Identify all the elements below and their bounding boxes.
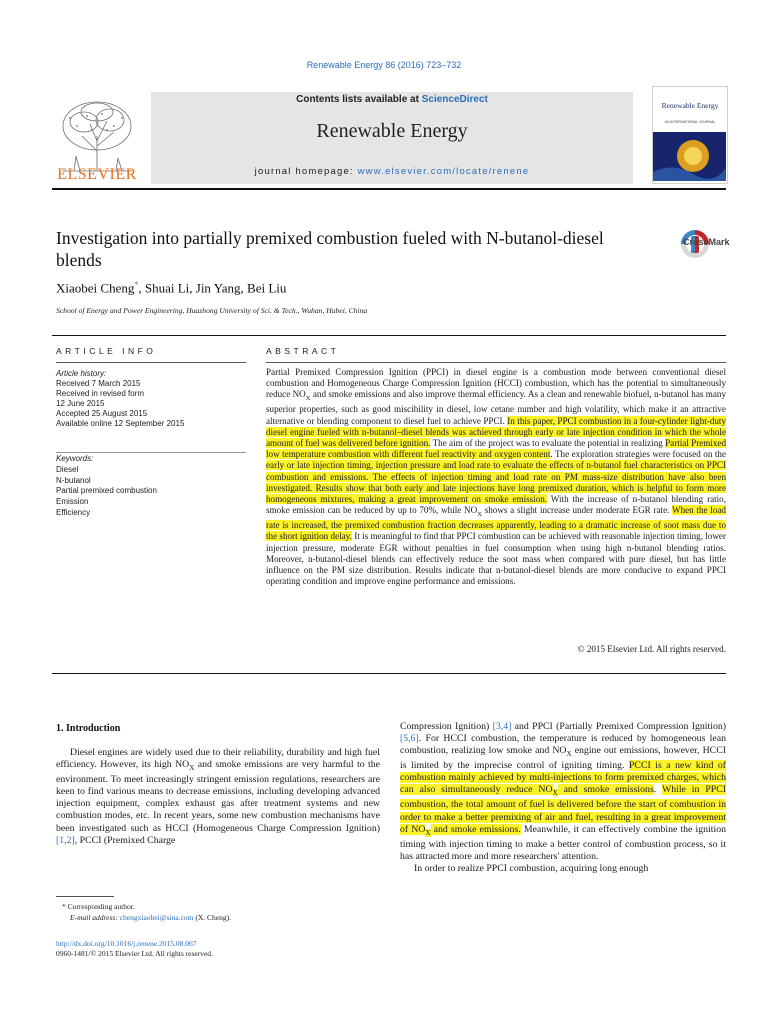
abstract-segment: X (477, 511, 482, 519)
intro-segment: engine out emissions, however, HCCI is limited by the imprecise control of igniting timing. (400, 745, 726, 772)
keywords-list (56, 454, 251, 519)
footnote-rule (56, 896, 114, 897)
article-history (56, 369, 251, 429)
abstract-copyright: © 2015 Elsevier Ltd. All rights reserved. (577, 644, 726, 654)
cover-title: Renewable Energy (661, 101, 719, 110)
journal-name: Renewable Energy (316, 120, 468, 142)
abstract-rule (266, 362, 726, 363)
abstract-segment: It is meaningful to find that PPCI combustion can be achieved with reasonable injection timing, lower injection pressure, moderate EGR without penalties in fuel consumption when using high n-butanol blending ratios. Moreover, n-butanol-diesel blends can effectively reduce the soot mass when compared with pure diesel, but has little influence on the PM size distribution. Results indicate that n-butanol-diesel blends are more conducive to expand PPCI operating condition and improve engine performance and emissions. (266, 531, 726, 587)
journal-citation[interactable]: Renewable Energy 86 (2016) 723–732 (306, 60, 462, 70)
history-line: Accepted 25 August 2015 (56, 409, 148, 418)
intro-segment: and smoke emissions are very harmful to the environment. To meet increasingly stringent emission regulations, researchers are keen to find various means to decrease emissions, including developing advanced injection equipment, complex exhaust gas after treatment systems and new combustion modes, etc. In recent years, some new combustion mechanisms have been investigated such as HCCI (Homogeneous Charge Compression Ignition) (56, 759, 380, 834)
highlighted-text: When the load rate is increased, the premixed combustion fraction decreases apparently, leading to a dramatic increase of soot mass due to the short ignition delay. (266, 505, 726, 542)
corresponding-note: * Corresponding author. (62, 902, 135, 911)
elsevier-wordmark[interactable]: ELSEVIER (57, 166, 137, 183)
email-line (56, 912, 386, 923)
article-info-rule (56, 362, 246, 363)
keyword: Partial premixed combustion (56, 486, 157, 496)
abstract-segment: and smoke emissions and also improve thermal efficiency. As a clean and renewable biofuel, n-butanol has many superior properties, such as good miscibility in diesel, low cetane number and high volatility, which make it an attractive alternative or blending component to diesel fuel to achieve PPCI. (266, 389, 726, 426)
abstract-segment: X (305, 395, 311, 403)
authors-rest: , Shuai Li, Jin Yang, Bei Liu (138, 280, 287, 296)
abstract-text (266, 367, 726, 587)
section-heading-introduction: 1. Introduction (56, 723, 121, 734)
author-first: Xiaobei Cheng (56, 280, 135, 296)
email-suffix: (X. Cheng). (193, 913, 231, 922)
intro-segment: Diesel engines are widely used due to their reliability, durability and high fuel efficiency. However, its high NO (56, 747, 380, 771)
author-list (56, 280, 286, 296)
highlighted-text: In this paper, PPCI combustion in a four-cylinder light-duty diesel engine fueled with n-butanol–diesel blends was achieved through early or late injection condition in which the whole amount of fuel was delivered before ignition. (266, 415, 726, 449)
header-rule (52, 188, 726, 190)
intro-column-right (400, 721, 726, 875)
history-line: 12 June 2015 (56, 399, 105, 408)
article-title: Investigation into partially premixed combustion fueled with N-butanol-diesel blends (56, 228, 604, 270)
intro-segment: . (653, 784, 662, 796)
highlighted-text: X (552, 789, 558, 798)
abstract-segment: Partial Premixed Compression Ignition (PPCI) in diesel engine is a combustion mode between conventional diesel combustion and Homogeneous Charge Compression Ignition (HCCI) combustion, which has the potential to simultaneously reduce NO (266, 367, 726, 400)
abstract-segment: . The exploration strategies were focused on the (550, 449, 726, 460)
keyword: Efficiency (56, 507, 91, 517)
issn-line: 0960-1481/© 2015 Elsevier Ltd. All rights reserved. (56, 949, 213, 958)
highlighted-text: PCCI is a new kind of combustion mainly achieved by multi-injections to form premixed charges, which can also simultaneously reduce NO (400, 760, 726, 796)
reference-link[interactable]: [5,6] (400, 733, 419, 745)
homepage-prefix: journal homepage: (254, 166, 358, 177)
highlighted-text: and smoke emissions (557, 784, 654, 796)
history-line: Received 7 March 2015 (56, 379, 141, 388)
email-link[interactable]: chengxiaobei@sina.com (119, 913, 194, 922)
title-rule (52, 335, 726, 336)
doi-link[interactable]: http://dx.doi.org/10.1016/j.renene.2015.08.067 (56, 939, 197, 948)
highlighted-text: While in PPCI combustion, the total amount of fuel is delivered before the start of combustion in order to make a better premixing of air and fuel, resulting in a great improvement of NO (400, 784, 727, 835)
highlighted-text: X (425, 828, 431, 837)
history-line: Available online 12 September 2015 (56, 419, 185, 428)
abstract-heading: ABSTRACT (266, 346, 340, 356)
homepage-link[interactable]: www.elsevier.com/locate/renene (357, 166, 530, 177)
intro-segment: . For HCCI combustion, the temperature is reduced by homogeneous lean combustion, realizing low smoke and NO (400, 733, 726, 757)
cover-artwork (653, 132, 726, 181)
intro-segment: X (566, 750, 572, 759)
intro-segment: Compression Ignition) (400, 721, 493, 732)
author-affiliation: School of Energy and Power Engineering, Huazhong University of Sci. & Tech., Wuhan, Hubei, China (56, 306, 368, 315)
reference-link[interactable]: [1,2] (56, 834, 75, 846)
abstract-end-rule (52, 673, 726, 674)
corresponding-author-mark[interactable]: * (134, 280, 139, 289)
keyword: Diesel (56, 464, 79, 474)
intro-paragraph-right-2: In order to realize PPCI combustion, acquiring long enough (414, 862, 649, 874)
history-line: Received in revised form (56, 389, 145, 398)
highlighted-text: Partial Premixed low temperature combustion with different fuel reactivity and oxygen content (266, 438, 726, 460)
crossmark-label[interactable]: CrossMark (683, 237, 730, 247)
abstract-segment: With the increase of n-butanol blending ratio, smoke emission can be reduced by up to 70%, while NO (266, 494, 727, 516)
intro-paragraph-left (56, 747, 380, 847)
journal-homepage-line (151, 166, 633, 177)
keywords-rule (56, 452, 246, 453)
reference-link[interactable]: [3,4] (492, 721, 512, 732)
intro-segment: Meanwhile, it can effectively combine the ignition timing with injection timing to make a better control of combustion process, so it has attracted more and more researchers' attention. (400, 823, 727, 862)
highlighted-text: and smoke emissions. (430, 823, 521, 835)
highlighted-text: early or late injection timing, injection pressure and load rate to evaluate the effects of n-butanol fuel characteristics on PPCI combustion and emissions. The effects of injection timing and load rate on PM mass-size distribution have also been investigated. Results show that both early and late injections have long premixed duration, which is helpful to form more homogeneous mixtures, making a great improvement on smoke emission. (266, 460, 726, 505)
intro-paragraph-right (400, 721, 726, 862)
keyword: N-butanol (56, 475, 91, 485)
abstract-segment: shows a slight increase under moderate EGR rate. (481, 505, 672, 516)
footnote (56, 901, 386, 923)
contents-prefix: Contents lists available at (296, 94, 422, 105)
intro-segment: and PPCI (Partially Premixed Compression Ignition) (511, 721, 727, 732)
article-info-heading: ARTICLE INFO (56, 346, 157, 356)
cover-subtitle: AN INTERNATIONAL JOURNAL (664, 120, 716, 124)
keyword: Emission (56, 497, 89, 507)
intro-segment: , PCCI (Premixed Charge (74, 834, 176, 846)
keywords-label: Keywords: (56, 454, 94, 463)
contents-line (151, 94, 633, 105)
abstract-segment: The aim of the project was to evaluate the potential in realizing (430, 438, 666, 449)
email-label: E-mail address: (70, 913, 120, 922)
history-label: Article history: (56, 369, 107, 378)
sciencedirect-link[interactable]: ScienceDirect (421, 94, 488, 105)
intro-segment: X (189, 764, 195, 773)
